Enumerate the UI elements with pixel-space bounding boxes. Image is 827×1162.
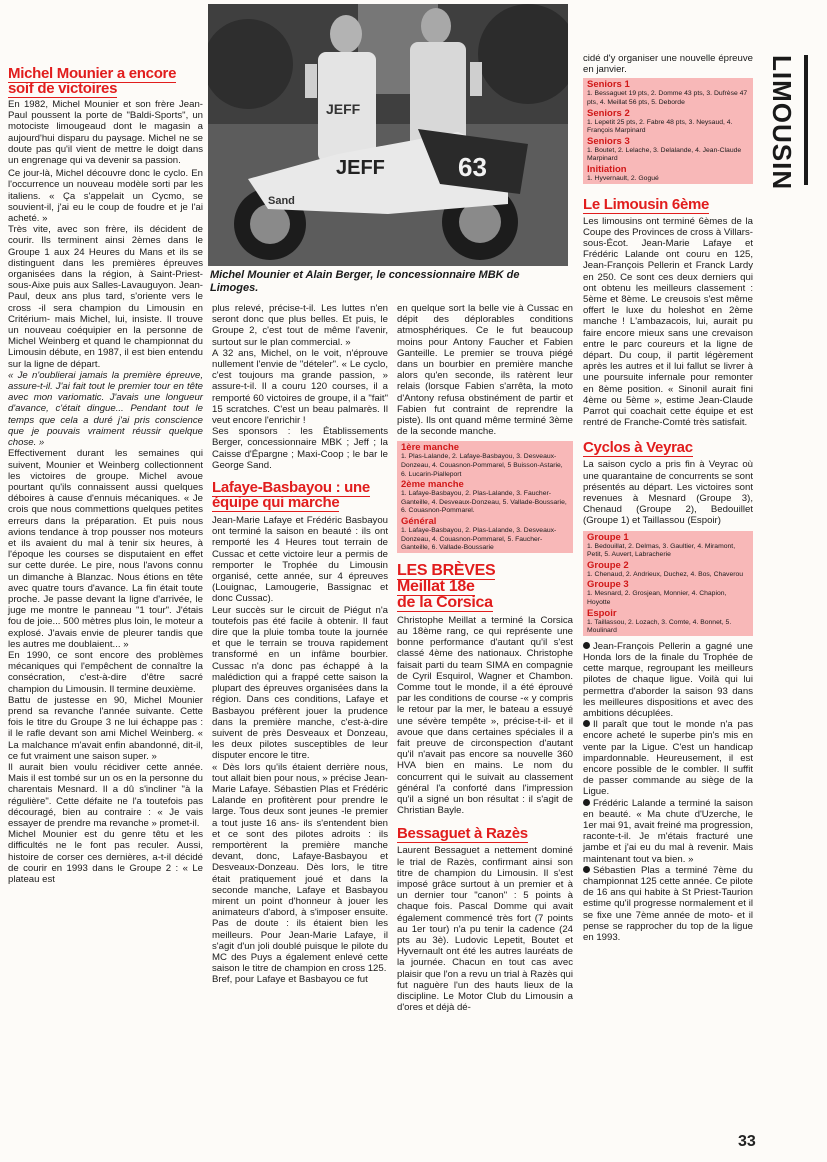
page-number: 33 xyxy=(738,1133,756,1150)
bullet-icon xyxy=(583,799,590,806)
article-body-cyclos: La saison cyclo a pris fin à Veyrac où une quarantaine de concurrents se sont présentés au départ. Les victoires sont revenues à Mesnard (Groupe 3), Chenaud (Groupe 2), Bedouillet (Groupe 1) et Taillassou (Espoir) xyxy=(583,459,753,527)
results-box-cussac: 1ère manche 1. Plas-Lalande, 2. Lafaye-Basbayou, 3. Desveaux-Donzeau, 4. Couasnon-Pommarel, 5 Buisson-Astarie, 6. Lucarin-Pialleport 2ème manche 1. Lafaye-Basbayou, 2. Plas-Lalande, 3. Faucher-Ganteille, 4. Desveaux-Donzeau, 5. Vallade-Boussarie, 6. Couasnon-Pommarel. Général 1. Lafaye-Basbayou, 2. Plas-Lalande, 3. Desveaux-Donzeau, 4. Couasnon-Pommarel, 5. Faucher-Ganteille, 6. Vallade-Boussarie xyxy=(397,441,573,552)
shirt-logo: JEFF xyxy=(326,101,361,117)
results-box-razes: Seniors 1 1. Bessaguet 19 pts, 2. Domme 43 pts, 3. Dufrèse 47 pts, 4. Meillat 56 pts, 5. Deborde Seniors 2 1. Lepetit 25 pts, 2. Fabre 48 pts, 3. Neysaud, 4. François Marpinard Seniors 3 1. Boutet, 2. Lelache, 3. Delalande, 4. Jean-Claude Marpinard Initiation 1. Hyvernault, 2. Gogué xyxy=(583,78,753,183)
article-title-limousin-6: Le Limousin 6ème xyxy=(583,195,710,213)
race-number: 63 xyxy=(458,152,487,182)
article-body-mounier-cont: plus relevé, précise-t-il. Les luttes n'en seront donc que plus belles. Et puis, le Groupe 2, c'est tout de même l'avenir, surtout sur le plan commercial. » A 32 ans, Michel, on le voit, n'éprouve nullement l'envie de "dételer". « Le cyclo, c'est toujours ma grande passion, » assure-t-il. Il a couru 120 courses, il a remporté 60 victoires de groupe, il a "fait" 15 scratches. C'est un beau palmarès. Il veut encore l'enrichir ! Ses sponsors : les Établissements Berger, concessionnaire MBK ; Jeff ; la Caisse d'Épargne ; Maxi-Coop ; le bar le George Sand. xyxy=(212,303,388,471)
article-title-cyclos: Cyclos à Veyrac xyxy=(583,439,693,457)
article-body-limousin-6: Les limousins ont terminé 6èmes de la Coupe des Provinces de cross à Villars-sous-Écot. Jean-Marie Lafaye et Frédéric Lalande ont couru en 125, Jean-François Pellerin et Franck Lardy en 250. Ce sont ces deux derniers qui ont obtenu les meilleurs classement : 5ème et 8ème. Le creusois s'est même offert le luxe du holeshot en 2ème manche ! L'ambazacois, lui, aurait pu faire encore mieux sans une crevaison entre le parc coureurs et la ligne de départ. Du coup, il partit légèrement après les autres et il lui fallut se livrer à une poursuite infernale pour remonter en 8ème position. « Sinonil aurait fini 4ème ou 5ème », estime Jean-Claude Parrot qui coachait cette équipe et est rentré de Franche-Comté très satisfait. xyxy=(583,215,753,429)
bullet-icon xyxy=(583,642,590,649)
article-body-lafaye-cont: en quelque sort la belle vie à Cussac en dépit des déplorables conditions atmosphériques. Ce le fut beaucoup moins pour Antony Faucher et Fabien Ganteille. Le premier se trouva piégé dans un bourbier en première manche alors qu'en seconde, ils ratèrent leur relais (lorsque Fabien s'arrêta, la moto d'Antony refusa obstinément de partir et Fabien fut contraint de reprendre la piste). Ils ont quand même terminé 3ème de la seconde manche. xyxy=(397,303,573,438)
bullet-icon xyxy=(583,866,590,873)
sponsor-sticker: Sand xyxy=(268,195,295,207)
article-title-razes: Bessaguet à Razès xyxy=(397,825,528,843)
photo xyxy=(208,4,568,266)
section-rail xyxy=(760,55,808,191)
article-body-razes-cont: cidé d'y organiser une nouvelle épreuve en janvier. xyxy=(583,53,753,76)
riders-with-motorcycle-photo xyxy=(208,4,568,266)
bullet-item: Sébastien Plas a terminé 7ème du championnat 125 cette année. Ce pilote de 16 ans qui habite à St Priest-Taurion estime qu'il progresse normalement et il se fixe une 7ème année de moto- et il pense se rapprocher du top de la ligue en 1993. xyxy=(583,864,753,944)
article-body-lafaye: Jean-Marie Lafaye et Frédéric Basbayou ont terminé la saison en beauté : ils ont remporté les 4 Heures tout terrain de Cussac et cette victoire leur a permis de remporter le Trophée du Limousin organisé, cette année, sur 4 épreuves (Louignac, Lamougerie, Bassignac et donc Cussac). Leur succès sur le circuit de Piégut n'a toutefois pas été facile à obtenir. Il faut dire que la pluie tomba toute la journée et que le terrain se trouva rapidement transformé en un infâme bourbier. Cussac n'a donc pas échappé à la malédiction qui a frappé cette saison la plupart des épreuves organisées dans la région. Dans ces conditions, Lafaye et Basbayou préfèrent jouer la prudence dans la première manche, c'est-à-dire suivent de près Desveaux et Donzeau, les deux pilotes susceptibles de leur disputer encore le titre. « Dès lors qu'ils étaient derrière nous, tout allait bien pour nous, » précise Jean-Marie Lafaye. Sébastien Plas et Frédéric Lalande en profitèrent pour prendre le large. Tous deux sont jeunes -le premier a tout juste 16 ans- ils s'entendent bien et ce sont des pilotes adroits : ils remportèrent la première manche devant, donc, Lafaye-Basbayou et Desveaux-Donzeau. Dès lors, le titre était pratiquement joué et dans la seconde manche, Lafaye et Basbayou mirent un point d'honneur à jouer les animateurs d'abord, à s'imposer ensuite. Pas de doute : ils étaient bien les meilleurs. Pour Jean-Marie Lafaye, il s'agit d'un joli doublé puisque le pilote du MC des Puys a également enlevé cette saison le titre de champion en cross 125. Bref, pour Lafaye et Basbayou ce fut xyxy=(212,515,388,986)
bullet-item: Jean-François Pellerin a gagné une Honda lors de la finale du Trophée de cette marque, regroupant les meilleurs pilotes de chaque ligue. Voilà qui lui permettra d'aborder la saison 93 dans les meilleures dispositions et avec des ambitions décuplées. xyxy=(583,640,753,720)
bullet-item: Il paraît que tout le monde n'a pas encore acheté le superbe pin's mis en vente par la Ligue. C'est un handicap impardonnable. Heureusement, il est encore possible de le combler. Il suffit de passer commande au siège de la Ligue. xyxy=(583,719,753,798)
fairing-logo: JEFF xyxy=(336,157,385,179)
col-2 xyxy=(212,303,388,986)
col-1 xyxy=(8,66,203,885)
article-body-razes: Laurent Bessaguet a nettement dominé le trial de Razès, confirmant ainsi son titre de champion du Limousin. Il s'est imposé grâce surtout à un premier et à un dernier tour "canon" : 5 points à chaque fois. Pascal Domme qui avait également commencé très fort (7 points au 1er tour) n'a pu tenir la cadence (24 pts au 3è). Ludovic Lepetit, Boutet et Hyvernault ont été les autres lauréats de la journée. Chacun en tout cas avec plaisir que l'on a revu un trial à Razès qui fut naguère l'un des hauts lieux de la discipline. Le Motor Club du Limousin a d'ores et déjà dé- xyxy=(397,845,573,1014)
article-body-mounier: En 1982, Michel Mounier et son frère Jean-Paul poussent la porte de "Baldi-Sports", un motociste limougeaud dont le magasin a aujourd'hui disparu du paysage. Michel ne se doute pas qu'il vient de mettre le doigt dans un engrenage qui va devenir sa passion. Ce jour-là, Michel découvre donc le cyclo. En l'occurrence un nouveau modèle sorti par les italiens. « Ça s'appelait un Cycmo, se souvient-il, j'ai eu le coup de foudre et je l'ai acheté. » Très vite, avec son frère, ils décident de courir. Ils terminent ainsi 2èmes dans le Groupe 1 aux 24 Heures du Mans et ils se distinguent dans les premières épreuves organisées dans la région, à Saint-Priest-sous-Aixe puis aux Salles-Lavauguyon. Jean-Paul, deux ans plus tard, s'oriente vers le cross -il sera champion du Limousin en Critérium- mais Michel, lui, insiste. Il trouve un nouveau coéquipier en la personne de Michel Weinberg et quand le championnat du Limousin débute, en 1987, il est bien entendu sur la ligne de départ. « Je n'oublierai jamais la première épreuve, assure-t-il. J'ai fait tout le premier tour en tête avec mon variomatic. J'avais une longueur d'avance, c'était dingue... Pendant tout le temps que cela a duré j'ai pris conscience que je pouvais vraiment réussir quelque chose. » Effectivement durant les semaines qui suivent, Mounier et Weinberg collectionnent les victoires de groupe. Michel avoue pourtant qu'ils connaissent aussi quelques déboires à cause d'ennuis mécaniques. « Je crois que nous commettions quelques petites erreurs dans la préparation. Et puis nous avions tendance à trop pousser nos moteurs et ils avaient du mal à tenir six heures, à l'époque les courses se disputaient en effet sur cette durée. Le pire, nous l'avons connu un dimanche à Blanzac. Nous étions en tête avec quatre tours d'avance. La fin était toute proche. Je passe devant la ligne d'arrivée, le juge me montre le panneau "1 tour". J'étais fou de joie... 500 mètres plus loin, le moteur a explosé. J'avais envie de pleurer tandis que les autres me doublaient... » En 1990, ce sont encore des problèmes mécaniques qui l'empêchent de connaître la consécration, c'est-à-dire d'être sacré champion du Limousin. Il termine deuxième. Battu de justesse en 90, Michel Mounier prend sa revanche l'année suivante. Cette fois le titre du Groupe 3 ne lui échappe pas : il le rafle devant son ami Michel Weinberg. « La malchance m'avait enfin abandonné, dit-il, ce fut vraiment une saison super. » Il aurait bien voulu récidiver cette année. Mais il est tombé sur un os en la personne du charentais Mesnard. Il a dû s'incliner "à la régulière". Cette défaite ne l'a toutefois pas découragé, bien au contraire : « Je vais essayer de prendre ma revanche » promet-il. Michel Mounier est du genre têtu et les difficultés ne le font pas reculer. Aussi, histoire de corser ces dernières, a-t-il décidé de courir en 1993 dans le Groupe 2 : « Le plateau est xyxy=(8,99,203,886)
col-4 xyxy=(583,53,753,943)
results-box-veyrac: Groupe 1 1. Bedouillat, 2. Delmas, 3. Gaultier, 4. Miramont, Petit, 5. Auvert, Labracherie Groupe 2 1. Chenaud, 2. Andrieux, Duchez, 4. Bos, Chaverou Groupe 3 1. Mesnard, 2. Grosjean, Monnier, 4. Chapion, Hoyotte Espoir 1. Taillassou, 2. Lozach, 3. Comte, 4. Bonnet, 5. Moulinard xyxy=(583,531,753,636)
bullet-icon xyxy=(583,720,590,727)
article-title-lafaye: Lafaye-Basbayou : une équipe qui marche xyxy=(212,479,370,512)
article-title-mounier: Michel Mounier a encore soif de victoires xyxy=(8,65,177,97)
article-body-meillat: Christophe Meillat a terminé la Corsica au 18ème rang, ce qui représente une bonne performance d'autant qu'il s'est classé 4ème des nationaux. Christophe faisait parti du team SIMA en compagnie de Cyril Esquirol, Wagner et Chambon. Comme tout le monde, il a été éprouvé par les conditions de course -« y compris le retour par la mer, le bateau a essuyé une sévère tempête », précise-t-il- et il avoue que dans certaines spéciales il a fait preuve de circonspection d'autant qu'il n'avait pas encore sa nouvelle 360 HVA bien en mains. Le nom du concurrent qui le suivait au classement général l'a conforté dans l'impression qu'il a signé un bon résultat : il s'agit de Christian Bayle. xyxy=(397,614,573,817)
breves-bullets xyxy=(583,641,753,943)
article-title-breves: LES BRÈVES Meillat 18e de la Corsica xyxy=(397,561,496,611)
section-label: LIMOUSIN xyxy=(767,55,797,191)
photo-caption: Michel Mounier et Alain Berger, le concessionnaire MBK de Limoges. xyxy=(210,269,520,294)
col-3 xyxy=(397,303,573,1013)
bullet-item: Frédéric Lalande a terminé la saison en beauté. « Ma chute d'Uzerche, le 1er mai 91, avait freiné ma progression, raconte-t-il. Je m'étais fracturé une jambe et j'ai eu du mal à revenir. Mais maintenant tout va bien. » xyxy=(583,797,753,865)
